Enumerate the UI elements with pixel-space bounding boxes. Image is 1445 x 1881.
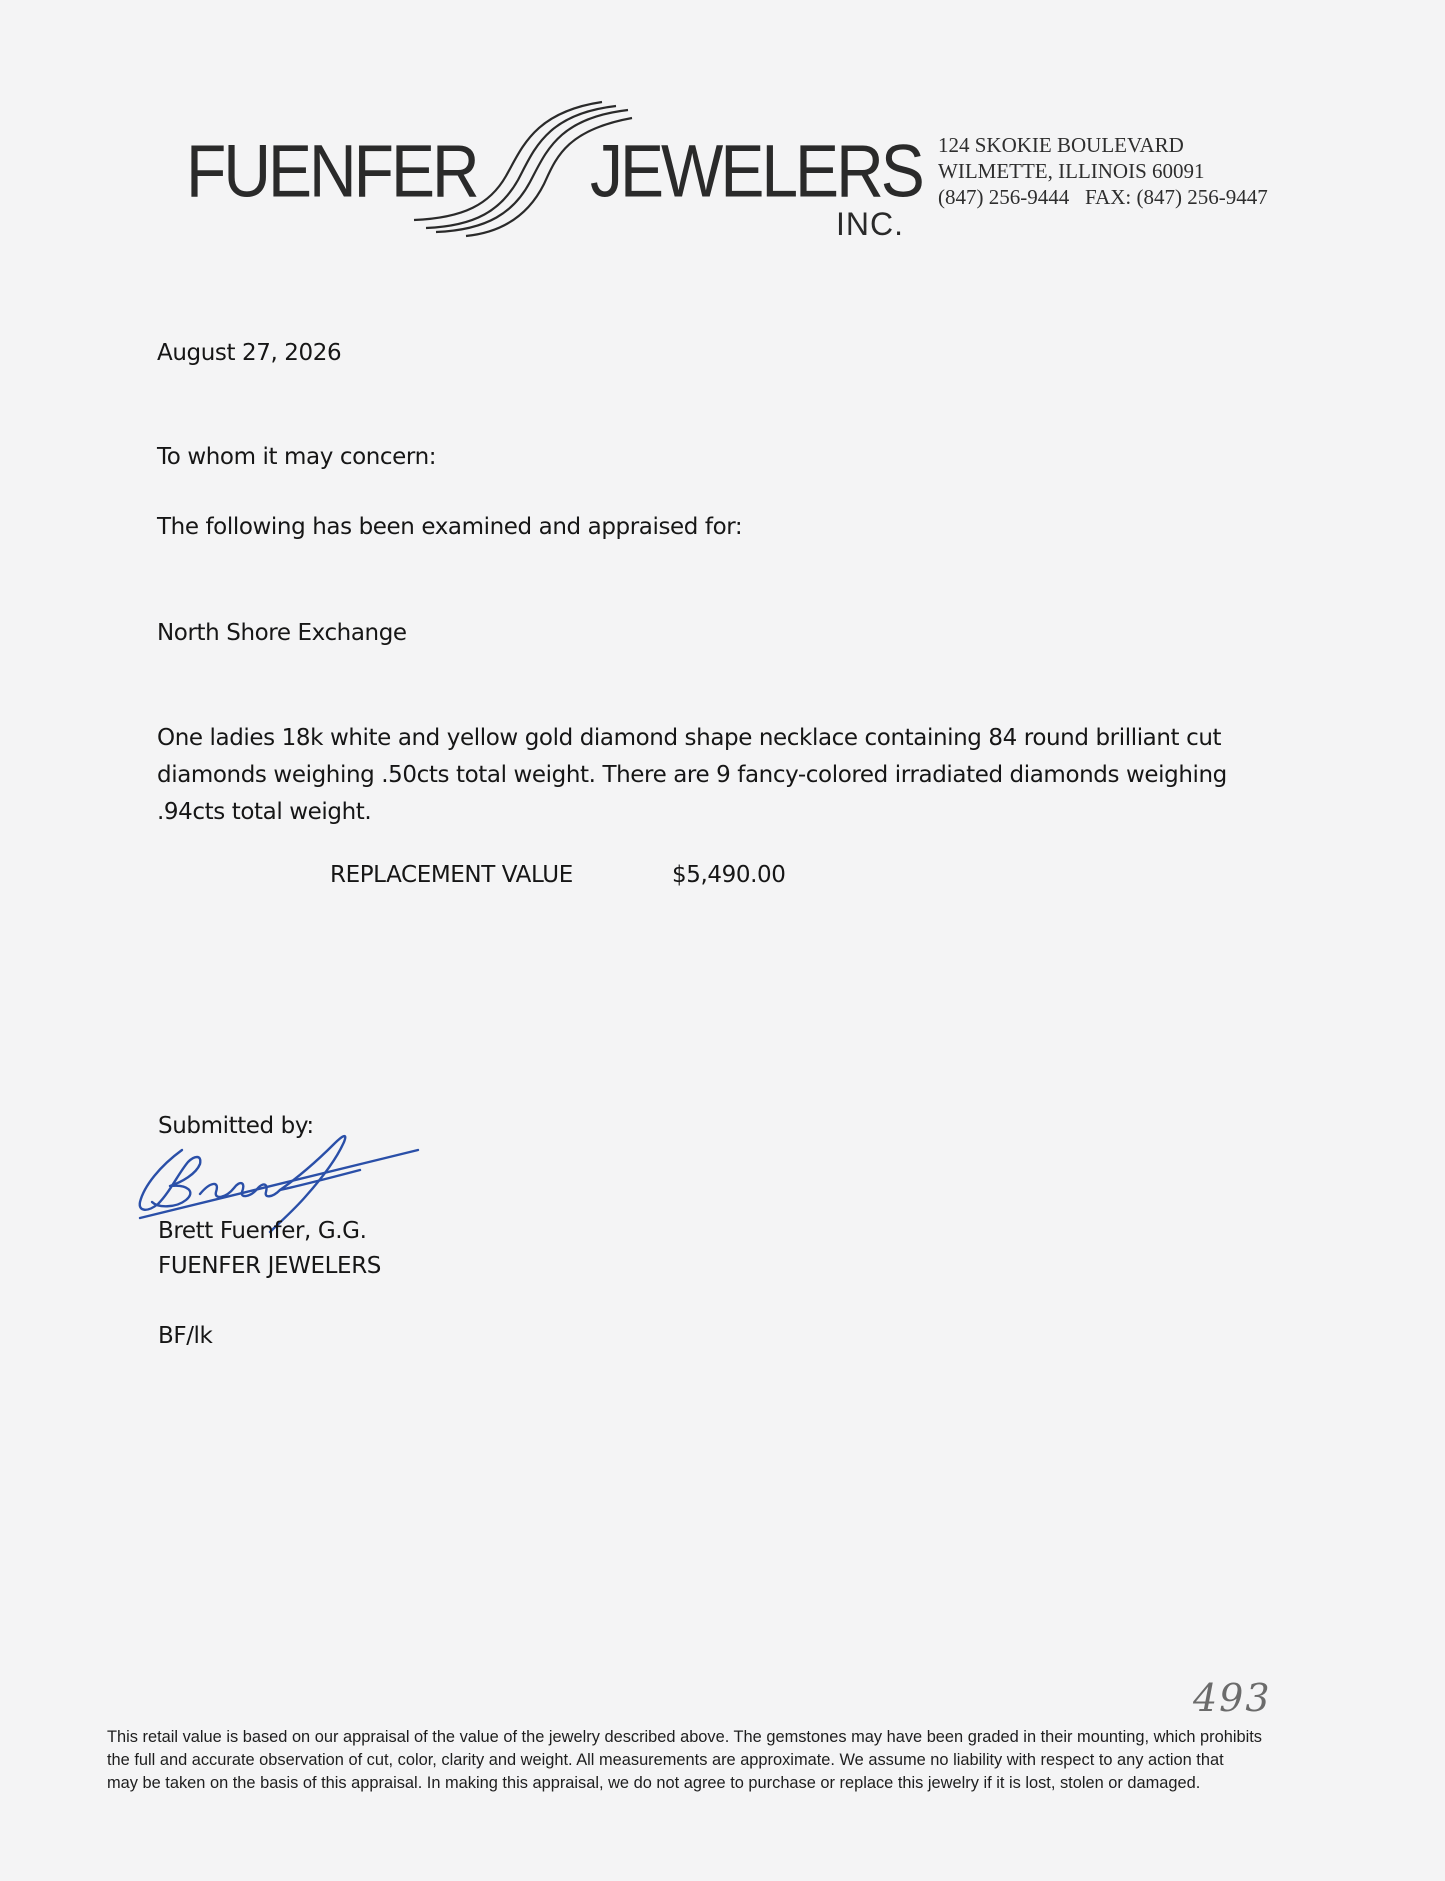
recipient-name: North Shore Exchange <box>157 620 407 646</box>
disclaimer-line: may be taken on the basis of this appraisal. In making this appraisal, we do not agree to purchase or replace this jewelry if it is lost, stolen or damaged. <box>107 1774 1201 1792</box>
disclaimer-line: This retail value is based on our appraisal of the value of the jewelry described above. The gemstones may have been graded in their mounting, which prohibits <box>107 1728 1262 1746</box>
address-street: 124 SKOKIE BOULEVARD <box>938 133 1184 157</box>
replacement-value-label: REPLACEMENT VALUE <box>330 862 573 888</box>
address-phone-fax: (847) 256-9444 FAX: (847) 256-9447 <box>938 185 1268 209</box>
description-line: diamonds weighing .50cts total weight. There are 9 fancy-colored irradiated diamonds weighing <box>157 762 1227 788</box>
company-logo <box>186 100 922 250</box>
replacement-value-amount: $5,490.00 <box>672 862 786 888</box>
logo-word-right: JEWELERS <box>590 129 922 213</box>
letter-date: August 27, 2026 <box>157 340 342 366</box>
company-address <box>938 132 1268 210</box>
typist-initials: BF/lk <box>158 1323 213 1349</box>
signer-name: Brett Fuenfer, G.G. <box>158 1218 367 1244</box>
description-line: One ladies 18k white and yellow gold diamond shape necklace containing 84 round brilliant cut <box>157 725 1222 751</box>
description-line: .94cts total weight. <box>157 799 372 825</box>
address-city: WILMETTE, ILLINOIS 60091 <box>938 159 1205 183</box>
handwritten-page-number: 493 <box>1193 1676 1272 1720</box>
salutation: To whom it may concern: <box>157 444 437 470</box>
item-description <box>157 720 1287 831</box>
disclaimer-footer <box>107 1726 1347 1795</box>
signer-company: FUENFER JEWELERS <box>158 1253 381 1279</box>
disclaimer-line: the full and accurate observation of cut, color, clarity and weight. All measurements are approximate. We assume no liability with respect to any action that <box>107 1751 1224 1769</box>
submitted-by-label: Submitted by: <box>158 1113 314 1139</box>
intro-text: The following has been examined and appraised for: <box>157 514 743 540</box>
logo-word-left: FUENFER <box>186 129 477 213</box>
logo-inc: INC. <box>836 206 904 242</box>
